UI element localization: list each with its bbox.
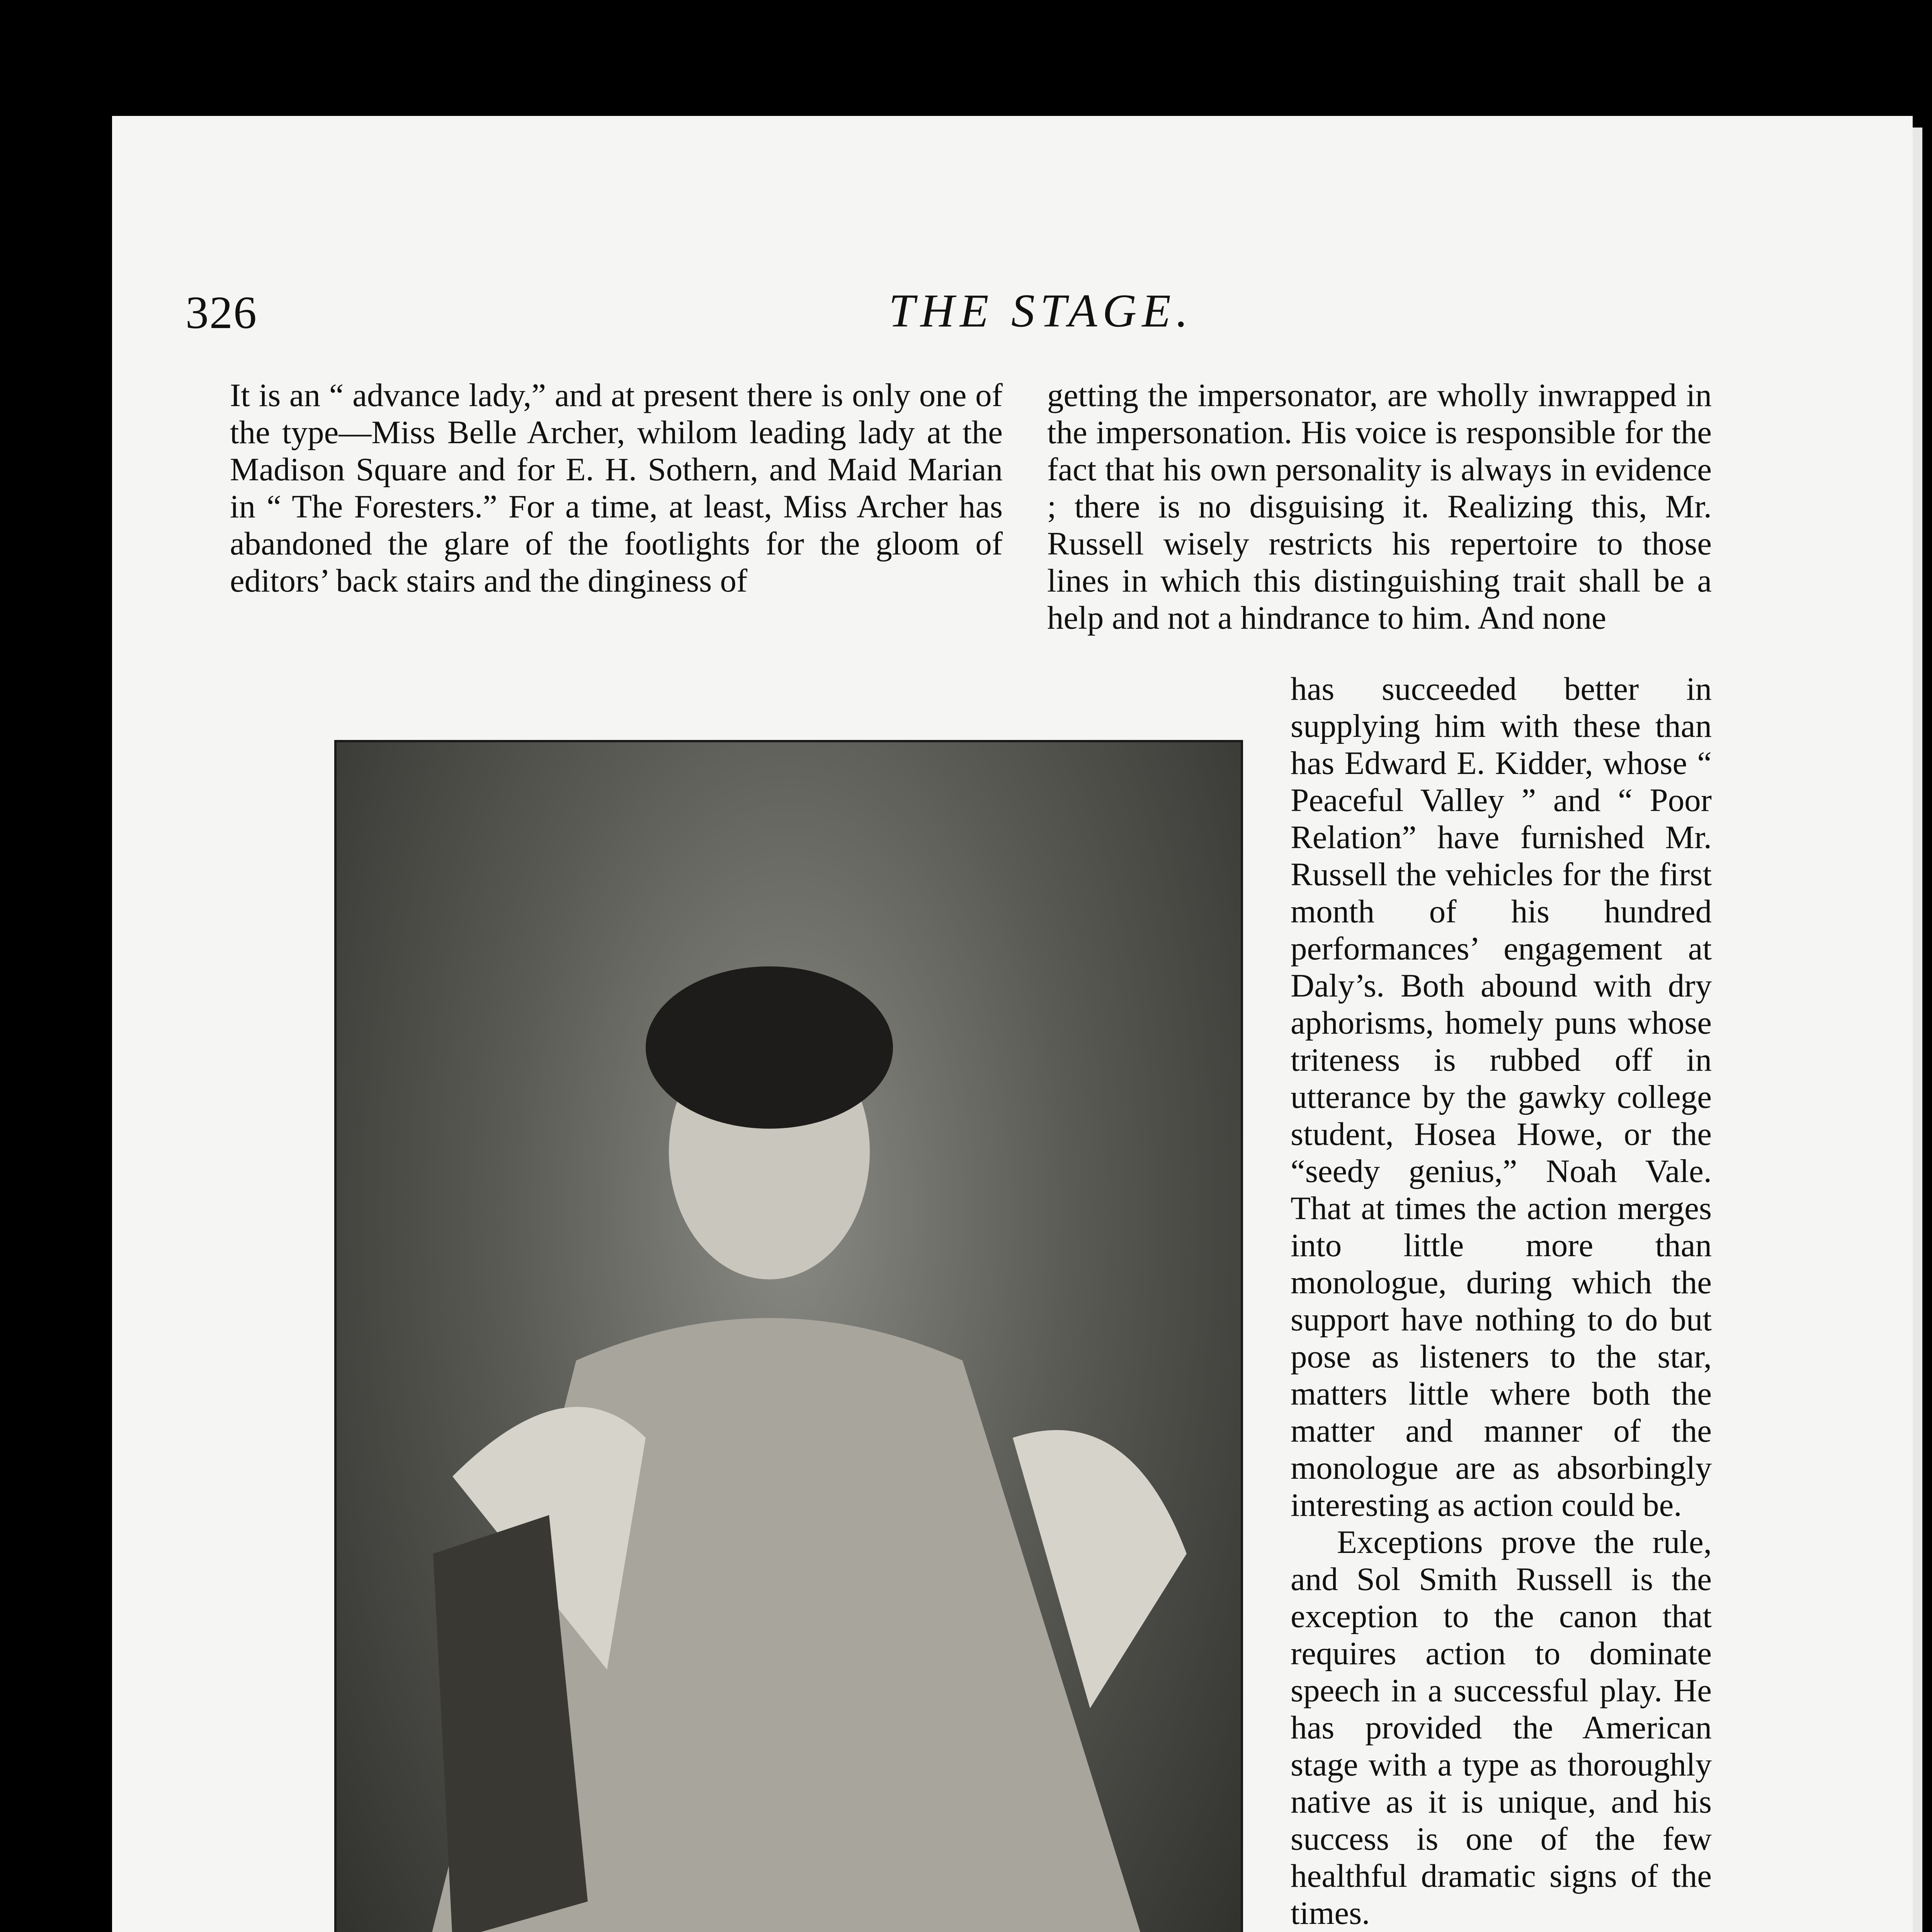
left-column-top	[230, 377, 1003, 599]
adjacent-page-edge	[1913, 128, 1922, 1932]
hair-shape	[646, 966, 893, 1129]
paragraph: It is an “ advance lady,” and at present there is only one of the type—Miss Belle Archer, whilom leading lady at the Madison Square and for E. H. Sothern, and Maid Marian in “ The Foresters.” For a time, at least, Miss Archer has abandoned the glare of the footlights for the gloom of editors’ back stairs and the dinginess of	[230, 377, 1003, 599]
paragraph: getting the impersonator, are wholly inwrapped in the impersonation. His voice is responsible for the fact that his own personality is always in evidence ; there is no disguising it. Realizing this, Mr. Russell wisely restricts his repertoire to those lines in which this distinguishing trait shall be a help and not a hindrance to him. And none	[1047, 377, 1712, 636]
page-number: 326	[185, 287, 257, 338]
running-title: THE STAGE.	[889, 285, 1194, 337]
paragraph: has succeeded better in supplying him with these than has Edward E. Kidder, whose “ Peaceful Valley ” and “ Poor Relation” have furnished Mr. Russell the vehicles for the first month of his hundred performances’ engagement at Daly’s. Both abound with dry aphorisms, homely puns whose triteness is rubbed off in utterance by the gawky college student, Hosea Howe, or the “seedy genius,” Noah Vale. That at times the action merges into little more than monologue, during which the support have nothing to do but pose as listeners to the star, matters little where both the matter and manner of the monologue are as absorbingly interesting as action could be.	[1291, 671, 1712, 1523]
right-column-top	[1047, 377, 1712, 636]
paragraph: Exceptions prove the rule, and Sol Smith Russell is the exception to the canon that requires action to dominate speech in a successful play. He has provided the American stage with a type as thoroughly native as it is unique, and his success is one of the few healthful dramatic signs of the times.	[1291, 1524, 1712, 1931]
portrait-photograph	[334, 740, 1243, 1932]
right-column-narrow	[1291, 670, 1712, 1932]
portrait-figure	[337, 742, 1241, 1932]
